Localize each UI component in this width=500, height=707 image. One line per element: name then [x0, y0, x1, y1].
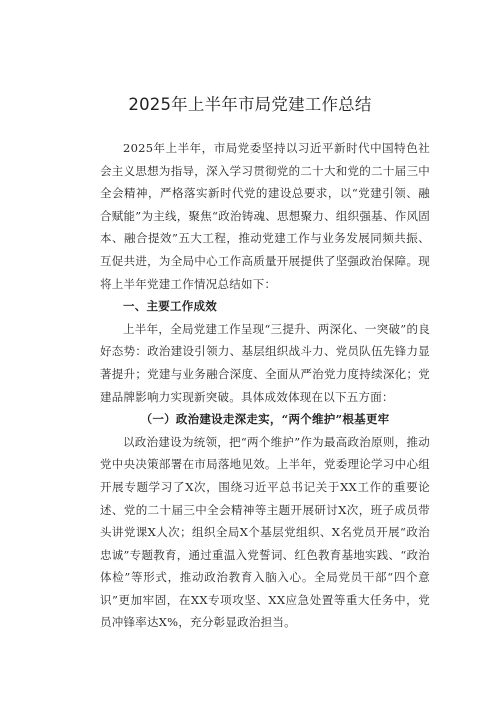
- document-title: 2025年上半年市局党建工作总结: [128, 95, 372, 114]
- section-heading-main-results: 一、主要工作成效: [123, 299, 217, 314]
- document-body: [100, 137, 430, 634]
- subsection-heading-political-building: （一）政治建设走深走实，“两个维护”根基更牢: [140, 412, 390, 427]
- intro-paragraph: 2025年上半年，市局党委坚持以习近平新时代中国特色社会主义思想为指导，深入学习贯彻党的二十大和党的二十届三中全会精神，严格落实新时代党的建设总要求，以“党建引领、融合赋能”为主线，聚焦“政治铸魂、思想聚力、组织强基、作风固本、融合提效”五大工程，推动党建工作与业务发展同频共振、互促共进，为全局中心工作高质量开展提供了坚强政治保障。现将上半年党建工作情况总结如下：: [100, 141, 430, 291]
- section-paragraph-main-results: 上半年，全局党建工作呈现“三提升、两深化、一突破”的良好态势：政治建设引领力、基层组织战斗力、党员队伍先锋力显著提升；党建与业务融合深度、全面从严治党力度持续深化；党建品牌影响力实现新突破。具体成效体现在以下五方面：: [100, 321, 430, 404]
- subsection-paragraph-political-building: 以政治建设为统领，把“两个维护”作为最高政治原则，推动党中央决策部署在市局落地见效。上半年，党委理论学习中心组开展专题学习了X次，围绕习近平总书记关于XX工作的重要论述、党的二十届三中全会精神等主题开展研讨X次，班子成员带头讲党课X人次；组织全局X个基层党组织、X名党员开展“政治忠诚”专题教育，通过重温入党誓词、红色教育基地实践、“政治体检”等形式，推动政治教育入脑入心。全局党员干部“四个意识”更加牢固，在XX专项攻坚、XX应急处置等重大任务中，党员冲锋率达X%，充分彰显政治担当。: [100, 434, 430, 630]
